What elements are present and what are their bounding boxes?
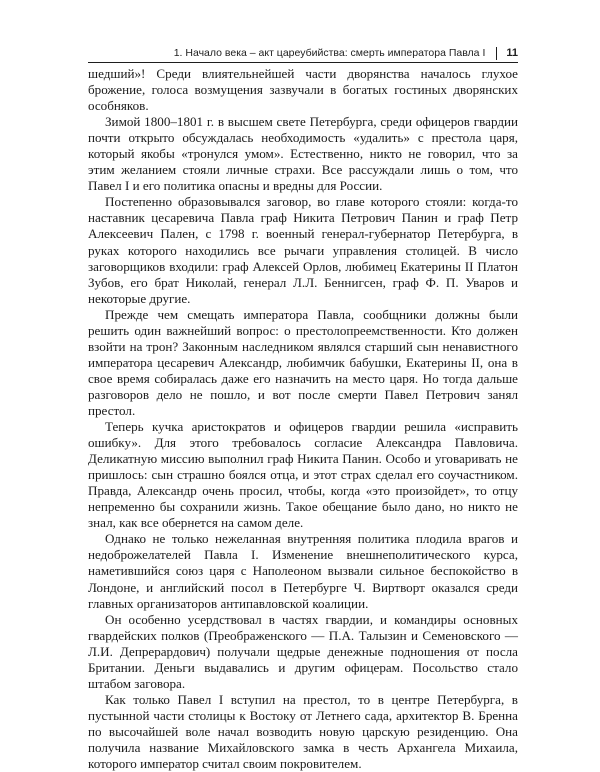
paragraph: Он особенно усердствовал в частях гвардии, и командиры основных гвардейских полков (Преображенского — П.А. Талызин и Семеновского — Л.И. Депрерардович) получали щедрые денежные подношения от посла Британии. Деньги выдавались и другим офицерам. Посольство стало штабом заговора. bbox=[88, 611, 518, 691]
header-rule bbox=[88, 62, 518, 63]
paragraph: Теперь кучка аристократов и офицеров гвардии решила «исправить ошибку». Для этого требовалось согласие Александра Павловича. Деликатную миссию выполнил граф Никита Панин. Особо и уговаривать не пришлось: сын страшно боялся отца, и этот страх сделал его соучастником. Правда, Александр очень просил, чтобы, когда «это произойдет», то отцу непременно бы сохранили жизнь. Такое обещание было дано, но никто не знал, как все обернется на самом деле. bbox=[88, 419, 518, 531]
paragraph: шедший»! Среди влиятельнейшей части дворянства началось глухое брожение, голоса возмущения зазвучали в богатых гостиных дворянских особняков. bbox=[88, 66, 518, 114]
body-text bbox=[88, 66, 518, 772]
paragraph: Зимой 1800–1801 г. в высшем свете Петербурга, среди офицеров гвардии почти открыто обсуждалась необходимость «удалить» с престола царя, который якобы «тронулся умом». Естественно, никто не говорил, что за этим желанием стояли личные страхи. Все рассуждали лишь о том, что Павел I и его политика опасны и вредны для России. bbox=[88, 114, 518, 194]
paragraph: Однако не только нежеланная внутренняя политика плодила врагов и недоброжелателей Павла I. Изменение внешнеполитического курса, наметившийся союз царя с Наполеоном вызвали сильное беспокойство в Лондоне, и английский посол в Петербурге Ч. Виртворт оказался среди главных организаторов антипавловской коалиции. bbox=[88, 531, 518, 611]
paragraph: Постепенно образовывался заговор, во главе которого стояли: когда-то наставник цесаревича Павла граф Никита Петрович Панин и граф Петр Алексеевич Пален, с 1798 г. военный генерал-губернатор Петербурга, в руках которого находились все рычаги управления столицей. В число заговорщиков входили: граф Алексей Орлов, любимец Екатерины II Платон Зубов, его брат Николай, генерал Л.Л. Беннигсен, граф Ф. П. Уваров и некоторые другие. bbox=[88, 194, 518, 306]
chapter-title: 1. Начало века – акт цареубийства: смерть императора Павла I bbox=[173, 47, 486, 59]
running-head bbox=[88, 46, 518, 60]
paragraph: Прежде чем смещать императора Павла, сообщники должны были решить один важнейший вопрос: о престолопреемственности. Кто должен взойти на трон? Законным наследником являлся старший сын ненавистного императора цесаревич Александр, любимчик бабушки, Екатерины II, она в свое время собиралась даже его назначить на место царя. Но тогда дальше разговоров дело не пошло, и вот после смерти Павел Петрович занял престол. bbox=[88, 306, 518, 418]
header-separator bbox=[496, 47, 497, 60]
page-number: 11 bbox=[506, 47, 518, 59]
paragraph: Как только Павел I вступил на престол, то в центре Петербурга, в пустынной части столицы к Востоку от Летнего сада, архитектор В. Бренна по высочайшей воле начал возводить новую царскую резиденцию. Она получила название Михайловского замка в честь Архангела Михаила, которого император считал своим покровителем. bbox=[88, 691, 518, 772]
